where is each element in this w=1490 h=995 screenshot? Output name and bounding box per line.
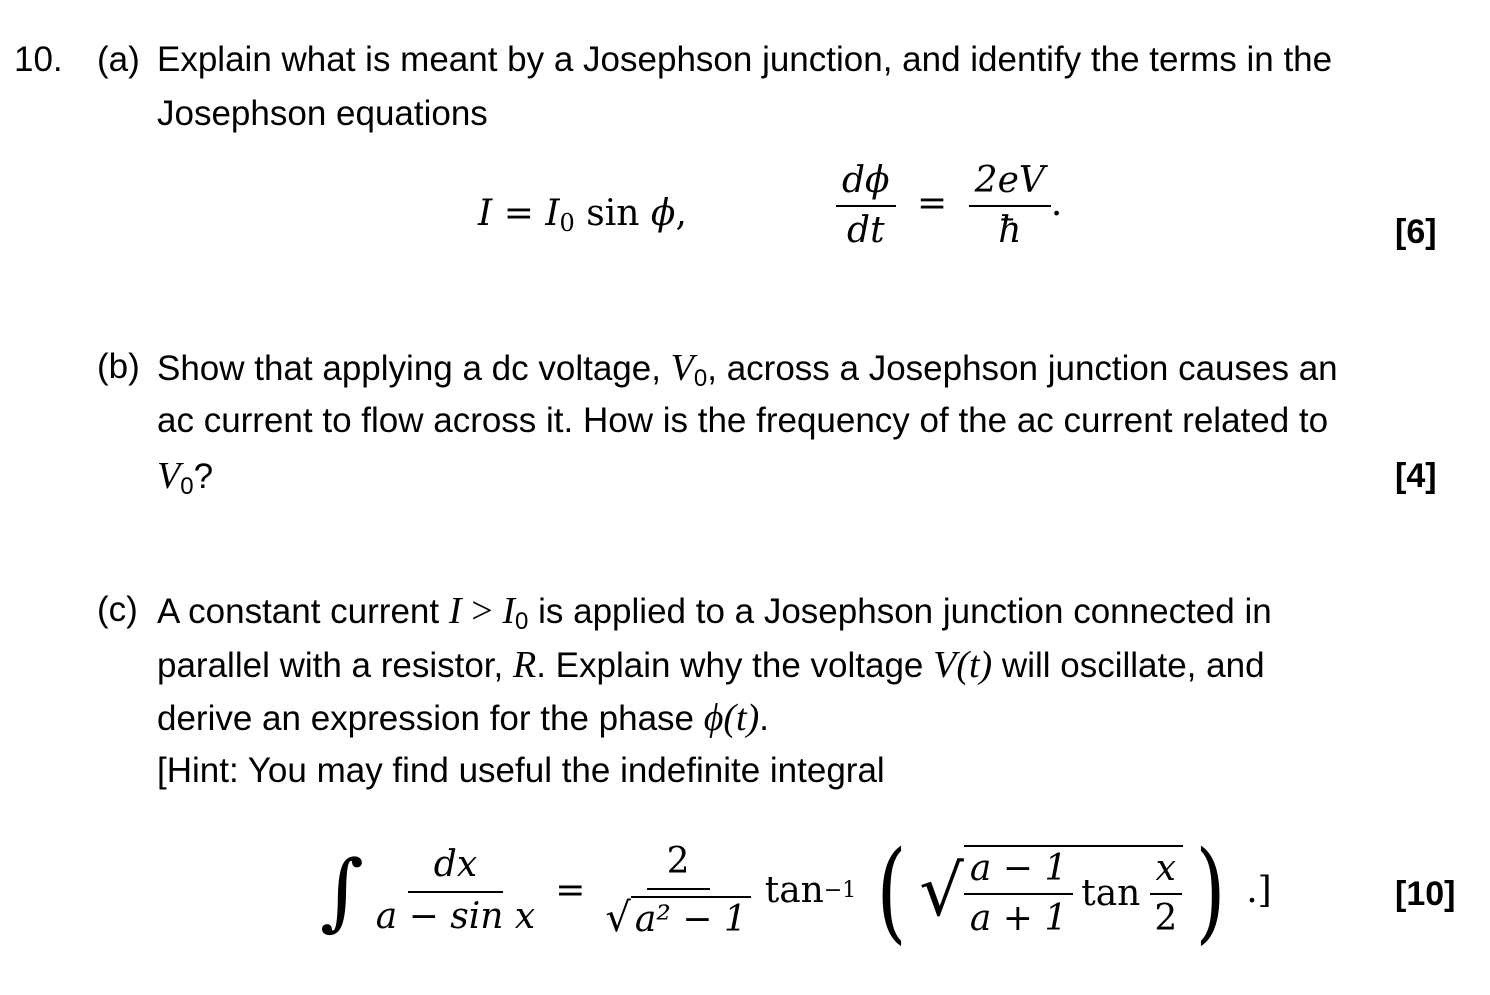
part-c-hint: [Hint: You may find useful the indefinite integral [157,751,885,790]
josephson-equation-phase: $\frac{d\phi}{dt}$ = $\frac{2eV}{ħ}$ . [836,163,1062,249]
part-a-marks: [6] [1395,213,1437,251]
integral-sign: ∫ [320,842,364,940]
part-c-marks: [10] [1395,875,1456,913]
part-b-line-3: $V_0$? [157,455,214,500]
part-c-line-1: A constant current $I > I_0$ is applied to a Josephson junction connected in [157,590,1272,635]
part-c-line-2: parallel with a resistor, R. Explain why the voltage V(t) will oscillate, and [157,644,1265,686]
part-c-label: (c) [97,590,138,629]
josephson-equation-current: $I = I_0$ sin ϕ, [478,193,687,237]
part-b-line-1: Show that applying a dc voltage, $V_0$, across a Josephson junction causes an [157,347,1338,392]
part-a-line-1: Explain what is meant by a Josephson junction, and identify the terms in the [157,40,1333,79]
hint-integral-formula: ∫ $\frac{dx}{\text{a − sin x}}$ = $\frac{2}{\text{√ a² − 1}}$ tan −1 ( √ $\frac{a - 1}{a + 1}$ tan $\frac{x}{2}$ ) .] [320,827,1272,955]
part-b-marks: [4] [1395,457,1437,495]
part-a-line-2: Josephson equations [157,94,488,133]
part-b-line-2: ac current to flow across it. How is the frequency of the ac current related to [157,401,1329,440]
part-a-label: (a) [97,40,140,79]
part-b-label: (b) [97,347,140,386]
part-c-line-3: derive an expression for the phase ϕ(t). [157,697,770,739]
question-number: 10. [14,40,63,79]
